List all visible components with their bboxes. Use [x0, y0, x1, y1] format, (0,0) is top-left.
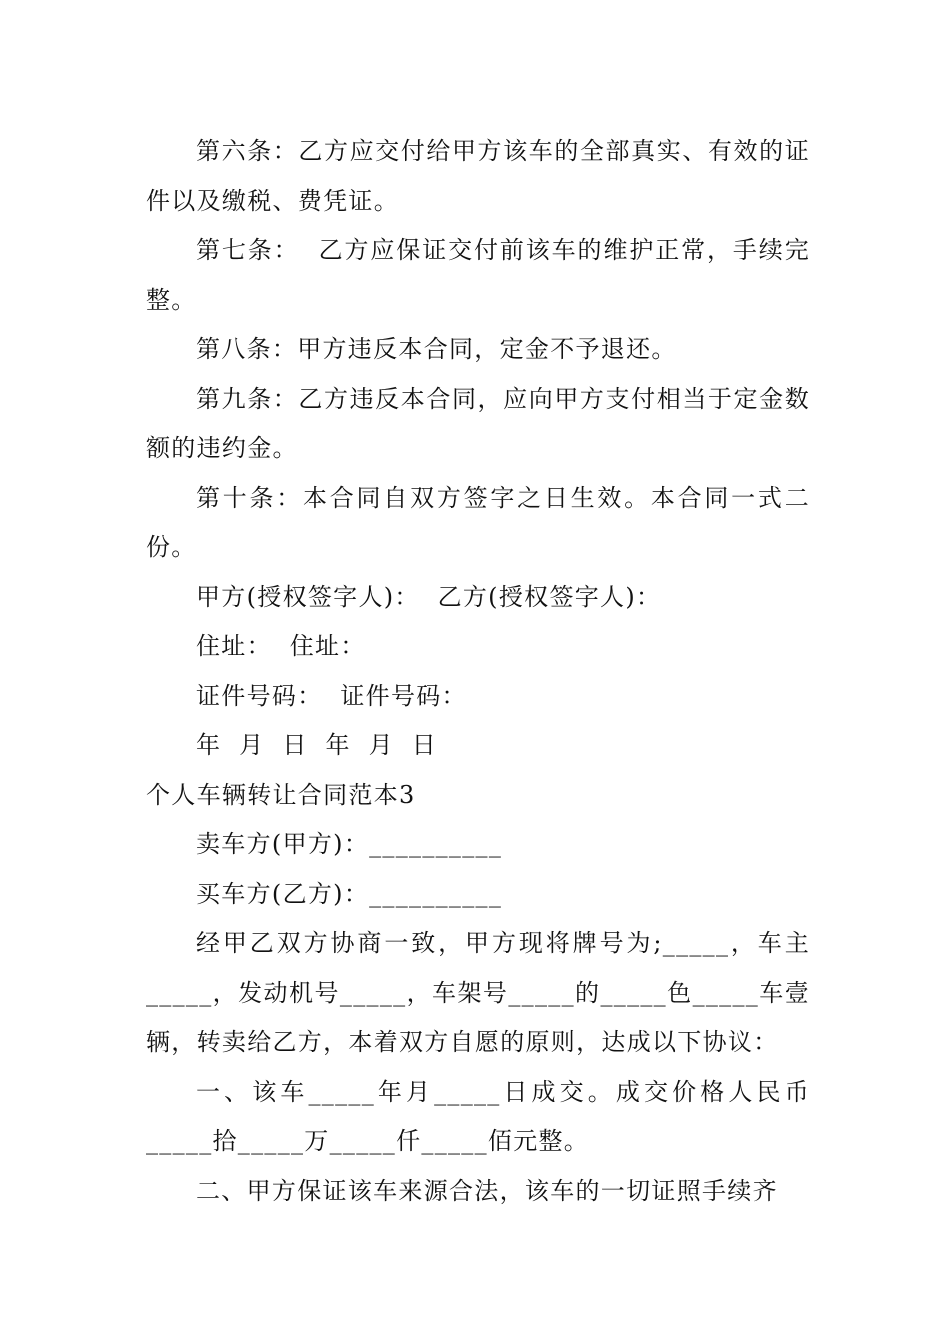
- address-line: 住址： 住址：: [196, 632, 366, 660]
- signatories-line: 甲方(授权签字人)： 乙方(授权签字人)：: [196, 582, 662, 611]
- date-line: 年 月 日 年 月 日: [196, 731, 438, 759]
- article-9-paragraph: 第九条：乙方违反本合同，应向甲方支付相当于定金数额的违约金。: [146, 384, 810, 462]
- id-number-line: 证件号码： 证件号码：: [196, 681, 467, 710]
- document-body: [146, 127, 810, 1216]
- preamble-paragraph: 经甲乙双方协商一致，甲方现将牌号为;_____，车主_____，发动机号_____，车架号_____的_____色_____车壹辆，转卖给乙方，本着双方自愿的原则，达成以下协议：: [146, 929, 810, 1056]
- article-10-paragraph: 第十条：本合同自双方签字之日生效。本合同一式二份。: [146, 483, 810, 561]
- clause-1-paragraph: 一、该车_____年月_____日成交。成交价格人民币_____拾_____万_____仟_____佰元整。: [146, 1077, 810, 1155]
- seller-line: 卖车方(甲方)：__________: [196, 830, 503, 858]
- buyer-line: 买车方(乙方)：__________: [196, 879, 503, 908]
- section-heading: 个人车辆转让合同范本3: [146, 780, 416, 809]
- clause-2-paragraph: 二、甲方保证该车来源合法，该车的一切证照手续齐: [196, 1176, 778, 1205]
- article-8-paragraph: 第八条：甲方违反本合同，定金不予退还。: [196, 335, 677, 363]
- article-6-paragraph: 第六条：乙方应交付给甲方该车的全部真实、有效的证件以及缴税、费凭证。: [146, 137, 810, 215]
- article-7-paragraph: 第七条： 乙方应保证交付前该车的维护正常，手续完整。: [146, 236, 810, 314]
